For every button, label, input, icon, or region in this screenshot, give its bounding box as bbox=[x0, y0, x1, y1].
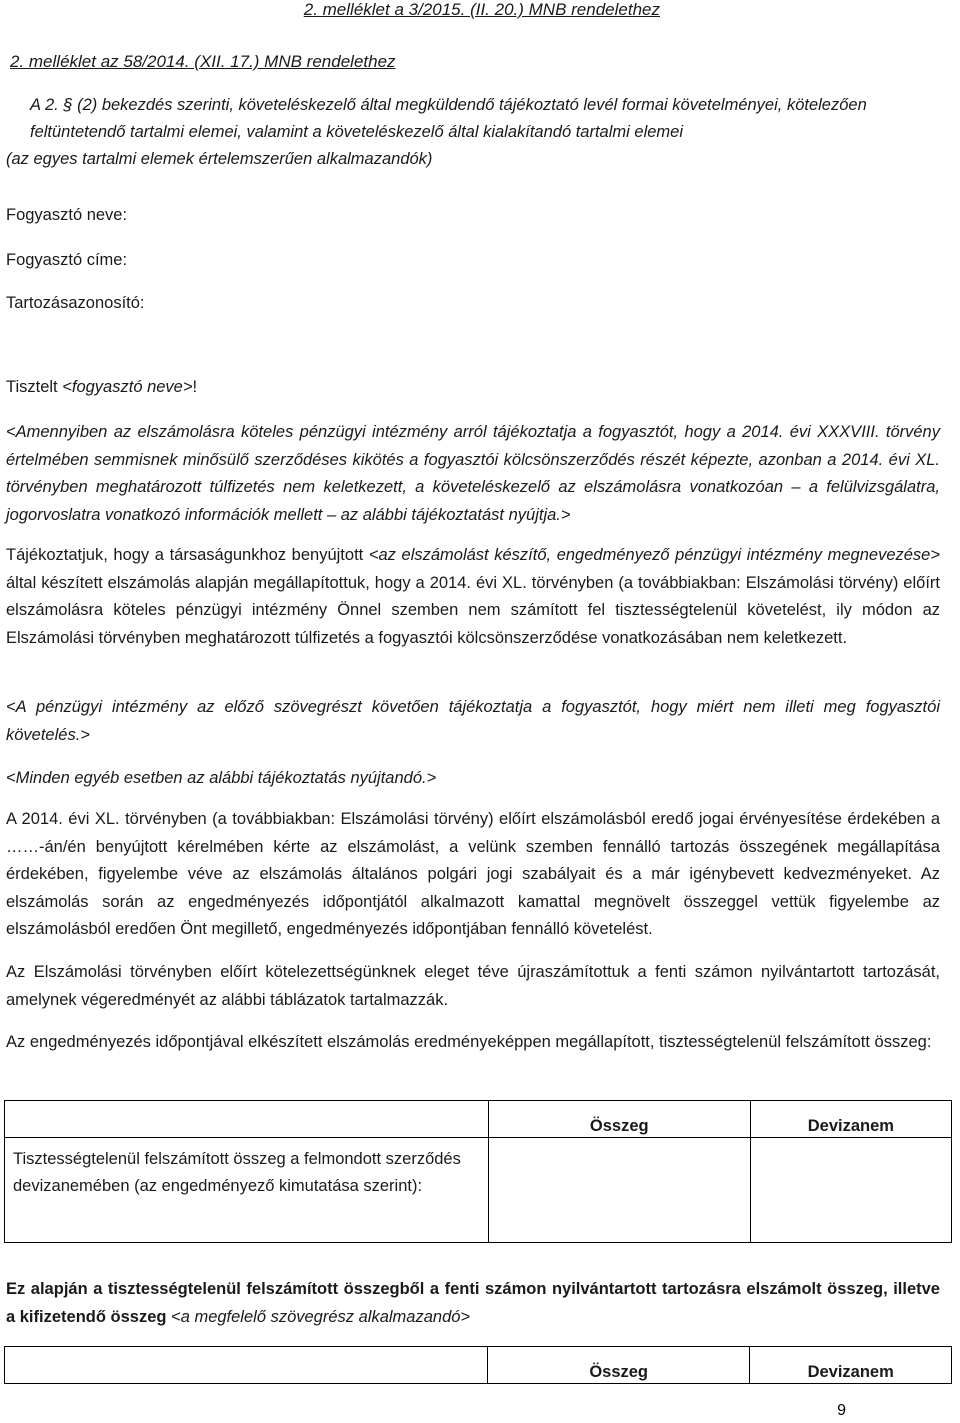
table-unfair-amount bbox=[4, 1100, 952, 1243]
intro-line-2: feltüntetendő tartalmi elemei, valamint a követeléskezelő által kialakítandó tartalmi elemei bbox=[30, 123, 683, 141]
field-consumer-name: Fogyasztó neve: bbox=[6, 206, 128, 224]
page-number: 9 bbox=[837, 1402, 846, 1419]
paragraph-5-text: A 2014. évi XL. törvényben (a továbbiakban: Elszámolási törvény) előírt elszámolásból eredő jogai érvényesítése érdekében a ……-án/én benyújtott kérelmében kérte az elszámolást, a velünk szemben fennálló tartozás összegének megállapítása érdekében, figyelembe véve az elszámolás általános polgári jogi szabályait és a már igénybevett kedvezményeket. Az elszámolás során az engedményezés időpontjától alkalmazott kamattal megnövelt összeggel vettük figyelembe az elszámolásból eredően Önt megillető, engedményezés időpontjában fennálló követelést. bbox=[6, 810, 940, 938]
paragraph-6-text: Az Elszámolási törvényben előírt kötelezettségünknek eleget téve újraszámítottuk a fenti számon nyilvántartott tartozását, amelynek végeredményét az alábbi táblázatok tartalmazzák. bbox=[6, 963, 940, 1009]
table-cell-empty bbox=[5, 1101, 489, 1138]
intro-line-3: (az egyes tartalmi elemek értelemszerűen alkalmazandók) bbox=[6, 150, 433, 168]
table-header-row bbox=[5, 1101, 952, 1138]
paragraph-2-part-c: által készített elszámolás alapján megállapítottuk, hogy a 2014. évi XL. törvényben (a továbbiakban: Elszámolási törvény) előírt elszámolásra köteles pénzügyi intézmény Önnel szemben nem számított fel tisztességtelenül követelést, ily módon az Elszámolási törvényben meghatározott túlfizetés a fogyasztói kölcsönszerződése vonatkozásában nem keletkezett. bbox=[6, 573, 940, 647]
table-header-row bbox=[5, 1347, 952, 1384]
greeting bbox=[6, 378, 197, 397]
greeting-prefix: Tisztelt bbox=[6, 378, 63, 396]
greeting-placeholder: <fogyasztó neve> bbox=[62, 378, 193, 396]
paragraph-7-text: Az engedményezés időpontjával elkészített elszámolás eredményeképpen megállapított, tisztességtelenül felszámított összeg: bbox=[6, 1033, 932, 1051]
paragraph-8-bold: Ez alapján a tisztességtelenül felszámított összegből a fenti számon nyilvántartott tartozásra elszámolt összeg, illetve a kifizetendő összeg bbox=[6, 1280, 940, 1326]
header-amendment-note: 2. melléklet a 3/2015. (II. 20.) MNB rendelethez bbox=[303, 0, 660, 19]
column-header-currency: Devizanem bbox=[750, 1101, 951, 1138]
table-cell-empty bbox=[5, 1347, 488, 1384]
paragraph-information bbox=[6, 542, 940, 652]
intro-text bbox=[6, 92, 946, 173]
cell-amount-value bbox=[488, 1138, 750, 1243]
paragraph-other-cases-note bbox=[6, 765, 940, 793]
paragraph-unfair-amount bbox=[6, 1029, 940, 1057]
paragraph-settlement bbox=[6, 806, 940, 944]
row-label-unfair-amount: Tisztességtelenül felszámított összeg a felmondott szerződés devizanemében (az engedményező kimutatása szerint): bbox=[5, 1138, 489, 1243]
paragraph-no-overpayment-note bbox=[6, 419, 940, 529]
header-annex-note: 2. melléklet az 58/2014. (XII. 17.) MNB rendelethez bbox=[10, 52, 396, 71]
paragraph-offset-amount bbox=[6, 1276, 940, 1331]
column-header-currency: Devizanem bbox=[750, 1347, 952, 1384]
intro-line-1: A 2. § (2) bekezdés szerinti, követeléskezelő által megküldendő tájékoztató levél formai követelményei, kötelezően bbox=[30, 96, 867, 114]
paragraph-4-text: <Minden egyéb esetben az alábbi tájékoztatás nyújtandó.> bbox=[6, 769, 437, 787]
paragraph-3-text: <A pénzügyi intézmény az előző szövegrészt követően tájékoztatja a fogyasztót, hogy miért nem illeti meg fogyasztói követelés.> bbox=[6, 698, 940, 744]
paragraph-1-text: <Amennyiben az elszámolásra köteles pénzügyi intézmény arról tájékoztatja a fogyasztót, hogy a 2014. évi XXXVIII. törvény értelmében semmisnek minősülő szerződéses kikötés a fogyasztói kölcsönszerződés részét képezte, azonban a 2014. évi XL. törvényben meghatározott túlfizetés nem keletkezett, a követeléskezelő az elszámolásra vonatkozóan – a felülvizsgálatra, jogorvoslatra vonatkozó információk mellett – az alábbi tájékoztatást nyújtja.> bbox=[6, 423, 940, 524]
greeting-suffix: ! bbox=[192, 378, 198, 396]
column-header-amount: Összeg bbox=[487, 1347, 749, 1384]
paragraph-recalculation bbox=[6, 959, 940, 1014]
paragraph-2-part-a: Tájékoztatjuk, hogy a társaságunkhoz benyújtott bbox=[6, 546, 369, 564]
field-consumer-address: Fogyasztó címe: bbox=[6, 251, 128, 269]
field-debt-id: Tartozásazonosító: bbox=[6, 294, 145, 312]
column-header-amount: Összeg bbox=[488, 1101, 750, 1138]
table-offset-amount bbox=[4, 1346, 952, 1384]
cell-currency-value bbox=[750, 1138, 951, 1243]
paragraph-8-placeholder: <a megfelelő szövegrész alkalmazandó> bbox=[166, 1307, 471, 1326]
paragraph-reason-note bbox=[6, 694, 940, 749]
table-row bbox=[5, 1138, 952, 1243]
paragraph-2-placeholder: <az elszámolást készítő, engedményező pénzügyi intézmény megnevezése> bbox=[368, 546, 940, 564]
